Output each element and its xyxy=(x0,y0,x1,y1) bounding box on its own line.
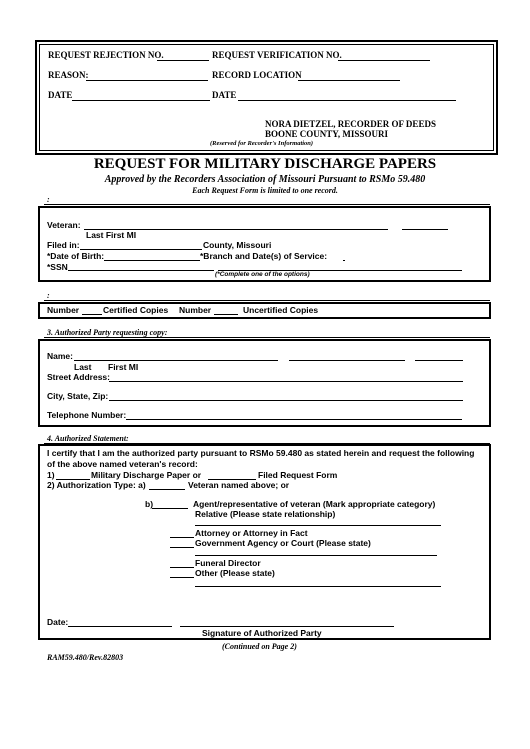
filed-in-label: Filed in: xyxy=(47,240,80,250)
relative-label: Relative (Please state relationship) xyxy=(195,509,336,519)
item1-prefix: 1) xyxy=(47,470,55,480)
other-label: Other (Please state) xyxy=(195,568,275,578)
b-prefix: b) xyxy=(145,499,154,509)
section2-marker: : xyxy=(47,291,50,300)
continued-note: (Continued on Page 2) xyxy=(222,642,297,651)
city-state-zip-field[interactable] xyxy=(109,400,463,401)
reserved-note: (Reserved for Recorder's Information) xyxy=(210,140,314,147)
request-rejection-label: REQUEST REJECTION NO. xyxy=(48,50,164,60)
county-missouri-label: County, Missouri xyxy=(203,240,272,250)
government-check-field[interactable] xyxy=(170,547,194,548)
signature-field[interactable] xyxy=(180,626,394,627)
veteran-extra-field[interactable] xyxy=(402,229,448,230)
section1-marker: : xyxy=(47,195,50,204)
attorney-label: Attorney or Attorney in Fact xyxy=(195,528,308,538)
record-location-label: RECORD LOCATION xyxy=(212,70,302,80)
branch-label: *Branch and Date(s) of Service: xyxy=(200,251,328,261)
uncertified-count-field[interactable] xyxy=(214,314,238,315)
veteran-named-label: Veteran named above; or xyxy=(188,480,290,490)
name-field-3[interactable] xyxy=(415,360,463,361)
item2-prefix: 2) Authorization Type: a) xyxy=(47,480,146,490)
funeral-label: Funeral Director xyxy=(195,558,261,568)
discharge-paper-label: Military Discharge Paper or xyxy=(91,470,202,480)
veteran-label: Veteran: xyxy=(47,220,81,230)
relative-field[interactable] xyxy=(195,525,441,526)
funeral-check-field[interactable] xyxy=(170,567,194,568)
filed-in-field[interactable] xyxy=(80,249,202,250)
branch-field[interactable] xyxy=(343,260,345,261)
limit-note: Each Request Form is limited to one record. xyxy=(192,186,338,195)
section3-heading: 3. Authorized Party requesting copy: xyxy=(47,328,168,337)
recorder-name: NORA DIETZEL, RECORDER OF DEEDS xyxy=(265,119,436,129)
government-label: Government Agency or Court (Please state) xyxy=(195,538,371,548)
complete-note: (*Complete one of the options) xyxy=(215,271,310,278)
date-field[interactable] xyxy=(68,626,172,627)
ssn-label: *SSN xyxy=(47,262,68,272)
filed-request-label: Filed Request Form xyxy=(258,470,338,480)
veteran-named-field[interactable] xyxy=(149,489,185,490)
attorney-check-field[interactable] xyxy=(170,537,194,538)
name-field-2[interactable] xyxy=(289,360,405,361)
record-location-field[interactable] xyxy=(298,80,400,81)
street-address-label: Street Address: xyxy=(47,372,110,382)
certification-text-1: I certify that I am the authorized party pursuant to RSMo 59.480 as stated herein and request the following xyxy=(47,448,475,458)
signature-label: Signature of Authorized Party xyxy=(202,628,322,638)
page-title: REQUEST FOR MILITARY DISCHARGE PAPERS xyxy=(93,156,437,172)
certified-copies-label: Certified Copies xyxy=(103,305,169,315)
uncertified-copies-label: Uncertified Copies xyxy=(243,305,319,315)
date-field-1[interactable] xyxy=(72,100,210,101)
request-rejection-field[interactable] xyxy=(157,60,209,61)
section4-heading: 4. Authorized Statement: xyxy=(47,434,129,443)
number-label-2: Number xyxy=(179,305,212,315)
reason-field[interactable] xyxy=(86,80,208,81)
last-hint: Last xyxy=(74,362,92,372)
ssn-field[interactable] xyxy=(68,270,214,271)
date-label: Date: xyxy=(47,617,69,627)
city-state-zip-label: City, State, Zip: xyxy=(47,391,109,401)
dob-label: *Date of Birth: xyxy=(47,251,105,261)
telephone-label: Telephone Number: xyxy=(47,410,127,420)
date-label-1: DATE xyxy=(48,90,73,100)
reason-label: REASON: xyxy=(48,70,89,80)
form-number: RAM59.480/Rev.82803 xyxy=(47,653,124,662)
first-mi-hint: First MI xyxy=(108,362,139,372)
date-label-2: DATE xyxy=(212,90,237,100)
section1-heading-rule xyxy=(44,204,490,205)
agent-label: Agent/representative of veteran (Mark appropriate category) xyxy=(193,499,436,509)
other-check-field[interactable] xyxy=(170,577,194,578)
other-field[interactable] xyxy=(195,586,441,587)
section2-heading-rule xyxy=(44,300,490,301)
approved-subtitle: Approved by the Recorders Association of Missouri Pursuant to RSMo 59.480 xyxy=(104,174,426,185)
street-address-field[interactable] xyxy=(109,381,463,382)
agent-field[interactable] xyxy=(152,508,188,509)
veteran-name-hint: Last First MI xyxy=(86,230,137,240)
date-field-2[interactable] xyxy=(238,100,456,101)
government-field[interactable] xyxy=(195,555,437,556)
recorder-county: BOONE COUNTY, MISSOURI xyxy=(265,129,388,139)
number-label-1: Number xyxy=(47,305,80,315)
name-label: Name: xyxy=(47,351,73,361)
dob-field[interactable] xyxy=(104,260,200,261)
telephone-field[interactable] xyxy=(126,419,462,420)
request-verification-field[interactable] xyxy=(338,60,430,61)
name-field[interactable] xyxy=(74,360,278,361)
request-verification-label: REQUEST VERIFICATION NO. xyxy=(212,50,342,60)
certified-count-field[interactable] xyxy=(82,314,102,315)
section3-heading-rule xyxy=(44,337,490,338)
certification-text-2: of the above named veteran's record: xyxy=(47,459,198,469)
